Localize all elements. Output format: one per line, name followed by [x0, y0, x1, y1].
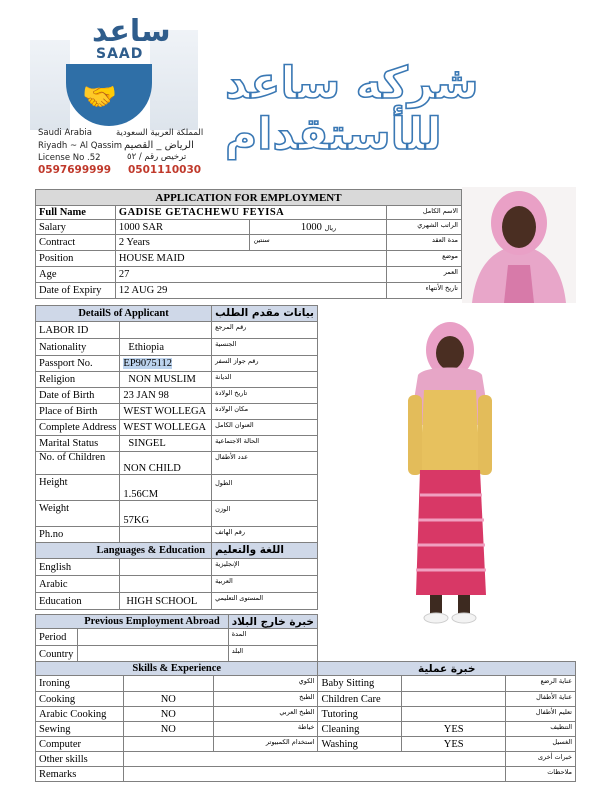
labor-id-label: LABOR ID: [36, 322, 120, 339]
labor-id-value: [120, 322, 212, 339]
computer-label-ar: استخدام الكمبيوتر: [213, 737, 318, 752]
cleaning-label: Cleaning: [318, 722, 402, 737]
full-name-label-ar: الاسم الكامل: [387, 206, 462, 220]
contract-value-ar: سنتين: [250, 235, 387, 251]
age-label-ar: العمر: [387, 267, 462, 283]
country-value: [77, 646, 228, 663]
arabic-label-ar: العربية: [212, 576, 318, 593]
arabic-cooking-value: NO: [123, 707, 213, 722]
expiry-label-ar: تاريخ الأنتهاء: [387, 283, 462, 299]
languages-title: Languages & Education: [36, 543, 212, 559]
cleaning-value: YES: [402, 722, 506, 737]
phone-label: Ph.no: [36, 527, 120, 543]
religion-label: Religion: [36, 372, 120, 388]
computer-label: Computer: [36, 737, 124, 752]
application-title: APPLICATION FOR EMPLOYMENT: [36, 190, 462, 206]
education-label-ar: المستوى التعليمي: [212, 593, 318, 610]
sewing-label-ar: خياطة: [213, 722, 318, 737]
children-value: NON CHILD: [120, 452, 212, 475]
cooking-label-ar: الطبخ: [213, 692, 318, 707]
marital-label: Marital Status: [36, 436, 120, 452]
contract-label-ar: مدة العقد: [387, 235, 462, 251]
details-title-ar: بيانات مقدم الطلب: [212, 306, 318, 322]
period-value: [77, 629, 228, 646]
address-label-ar: العنوان الكامل: [212, 420, 318, 436]
other-skills-label-ar: خبرات أخرى: [506, 752, 576, 767]
previous-title-ar: خبرة خارج البلاد: [228, 615, 317, 629]
logo-city-en: Riyadh ~ Al Qassim: [38, 141, 123, 151]
logo-city-ar: الرياض _ القصيم: [124, 140, 194, 151]
logo-skyline-left: [30, 40, 70, 130]
applicant-full-body-photo: [320, 305, 576, 660]
dob-label-ar: تاريخ الولادة: [212, 388, 318, 404]
logo-country-en: Saudi Arabia: [38, 128, 92, 138]
address-label: Complete Address: [36, 420, 120, 436]
salary-label-ar: الراتب الشهري: [387, 220, 462, 235]
dob-value: 23 JAN 98: [120, 388, 212, 404]
children-care-value: [402, 692, 506, 707]
ironing-value: [123, 676, 213, 692]
tutoring-label: Tutoring: [318, 707, 402, 722]
contract-label: Contract: [36, 235, 116, 251]
tutoring-value: [402, 707, 506, 722]
passport-label-ar: رقم جواز السفر: [212, 356, 318, 372]
country-label: Country: [36, 646, 78, 663]
dob-label: Date of Birth: [36, 388, 120, 404]
remarks-value: [123, 767, 505, 782]
baby-sitting-label-ar: عناية الرضع: [506, 676, 576, 692]
arabic-cooking-label-ar: الطبخ العربي: [213, 707, 318, 722]
passport-label: Passport No.: [36, 356, 120, 372]
arabic-value: [120, 576, 212, 593]
skills-table: [35, 661, 576, 782]
ironing-label: Ironing: [36, 676, 124, 692]
handshake-logo-icon: 🤝: [66, 64, 152, 126]
weight-label: Weight: [36, 501, 120, 527]
skills-title: Skills & Experience: [36, 662, 318, 676]
full-name-value: GADISE GETACHEWU FEYISA: [115, 206, 386, 220]
washing-label-ar: الغسيل: [506, 737, 576, 752]
height-value: 1.56CM: [120, 475, 212, 501]
baby-sitting-label: Baby Sitting: [318, 676, 402, 692]
application-table: [35, 189, 462, 299]
education-label: Education: [36, 593, 120, 610]
salary-label: Salary: [36, 220, 116, 235]
english-value: [120, 559, 212, 576]
phone-value: [120, 527, 212, 543]
period-label-ar: المدة: [228, 629, 317, 646]
nationality-label-ar: الجنسية: [212, 339, 318, 356]
baby-sitting-value: [402, 676, 506, 692]
washing-value: YES: [402, 737, 506, 752]
height-label-ar: الطول: [212, 475, 318, 501]
sewing-label: Sewing: [36, 722, 124, 737]
arabic-label: Arabic: [36, 576, 120, 593]
previous-title: Previous Employment Abroad: [36, 615, 229, 629]
pob-label-ar: مكان الولادة: [212, 404, 318, 420]
children-label: No. of Children: [36, 452, 120, 475]
expiry-value: 12 AUG 29: [115, 283, 386, 299]
skills-title-ar: خبرة عملية: [318, 662, 576, 676]
phone-label-ar: رقم الهاتف: [212, 527, 318, 543]
nationality-value: Ethiopia: [120, 339, 212, 356]
passport-value: EP9075112: [120, 356, 212, 372]
marital-label-ar: الحالة الاجتماعية: [212, 436, 318, 452]
washing-label: Washing: [318, 737, 402, 752]
cleaning-label-ar: التنظيف: [506, 722, 576, 737]
position-label: Position: [36, 251, 116, 267]
children-care-label: Children Care: [318, 692, 402, 707]
age-value: 27: [115, 267, 386, 283]
children-care-label-ar: عناية الأطفال: [506, 692, 576, 707]
ironing-label-ar: الكوي: [213, 676, 318, 692]
computer-value: [123, 737, 213, 752]
logo-country-ar: المملكة العربية السعودية: [116, 128, 204, 138]
previous-employment-table: [35, 614, 318, 663]
salary-value: 1000 SAR: [115, 220, 250, 235]
children-label-ar: عدد الأطفال: [212, 452, 318, 475]
logo-license-en: License No .52: [38, 153, 101, 163]
marital-value: SINGEL: [120, 436, 212, 452]
logo-phone-2: 0501110030: [128, 164, 202, 176]
education-value: HIGH SCHOOL: [120, 593, 212, 610]
logo-english-text: SAAD: [96, 46, 144, 62]
religion-value: NON MUSLIM: [120, 372, 212, 388]
labor-id-label-ar: رقم المرجع: [212, 322, 318, 339]
height-label: Height: [36, 475, 120, 501]
remarks-label-ar: ملاحظات: [506, 767, 576, 782]
religion-label-ar: الديانة: [212, 372, 318, 388]
remarks-label: Remarks: [36, 767, 124, 782]
expiry-label: Date of Expiry: [36, 283, 116, 299]
details-title: DetailS of Applicant: [36, 306, 212, 322]
logo-arabic-text: ساعد: [92, 14, 171, 49]
period-label: Period: [36, 629, 78, 646]
sewing-value: NO: [123, 722, 213, 737]
english-label-ar: الإنجليزية: [212, 559, 318, 576]
age-label: Age: [36, 267, 116, 283]
logo-license-ar: ترخيص رقم / ٥٢: [127, 152, 187, 162]
details-table: [35, 305, 318, 610]
weight-value: 57KG: [120, 501, 212, 527]
position-label-ar: موضع: [387, 251, 462, 267]
cooking-label: Cooking: [36, 692, 124, 707]
other-skills-label: Other skills: [36, 752, 124, 767]
country-label-ar: البلد: [228, 646, 317, 663]
position-value: HOUSE MAID: [115, 251, 386, 267]
arabic-cooking-label: Arabic Cooking: [36, 707, 124, 722]
address-value: WEST WOLLEGA: [120, 420, 212, 436]
weight-label-ar: الوزن: [212, 501, 318, 527]
contract-value: 2 Years: [115, 235, 250, 251]
languages-title-ar: اللغة والتعليم: [212, 543, 318, 559]
cooking-value: NO: [123, 692, 213, 707]
applicant-portrait-photo: [462, 187, 576, 303]
english-label: English: [36, 559, 120, 576]
logo-phone-1: 0597699999: [38, 164, 112, 176]
salary-value-riyal: 1000 ريال: [250, 220, 387, 235]
nationality-label: Nationality: [36, 339, 120, 356]
other-skills-value: [123, 752, 505, 767]
pob-label: Place of Birth: [36, 404, 120, 420]
pob-value: WEST WOLLEGA: [120, 404, 212, 420]
tutoring-label-ar: تعليم الأطفال: [506, 707, 576, 722]
full-name-label: Full Name: [36, 206, 116, 220]
company-title: شركه ساعد للأستقدام: [225, 58, 479, 160]
